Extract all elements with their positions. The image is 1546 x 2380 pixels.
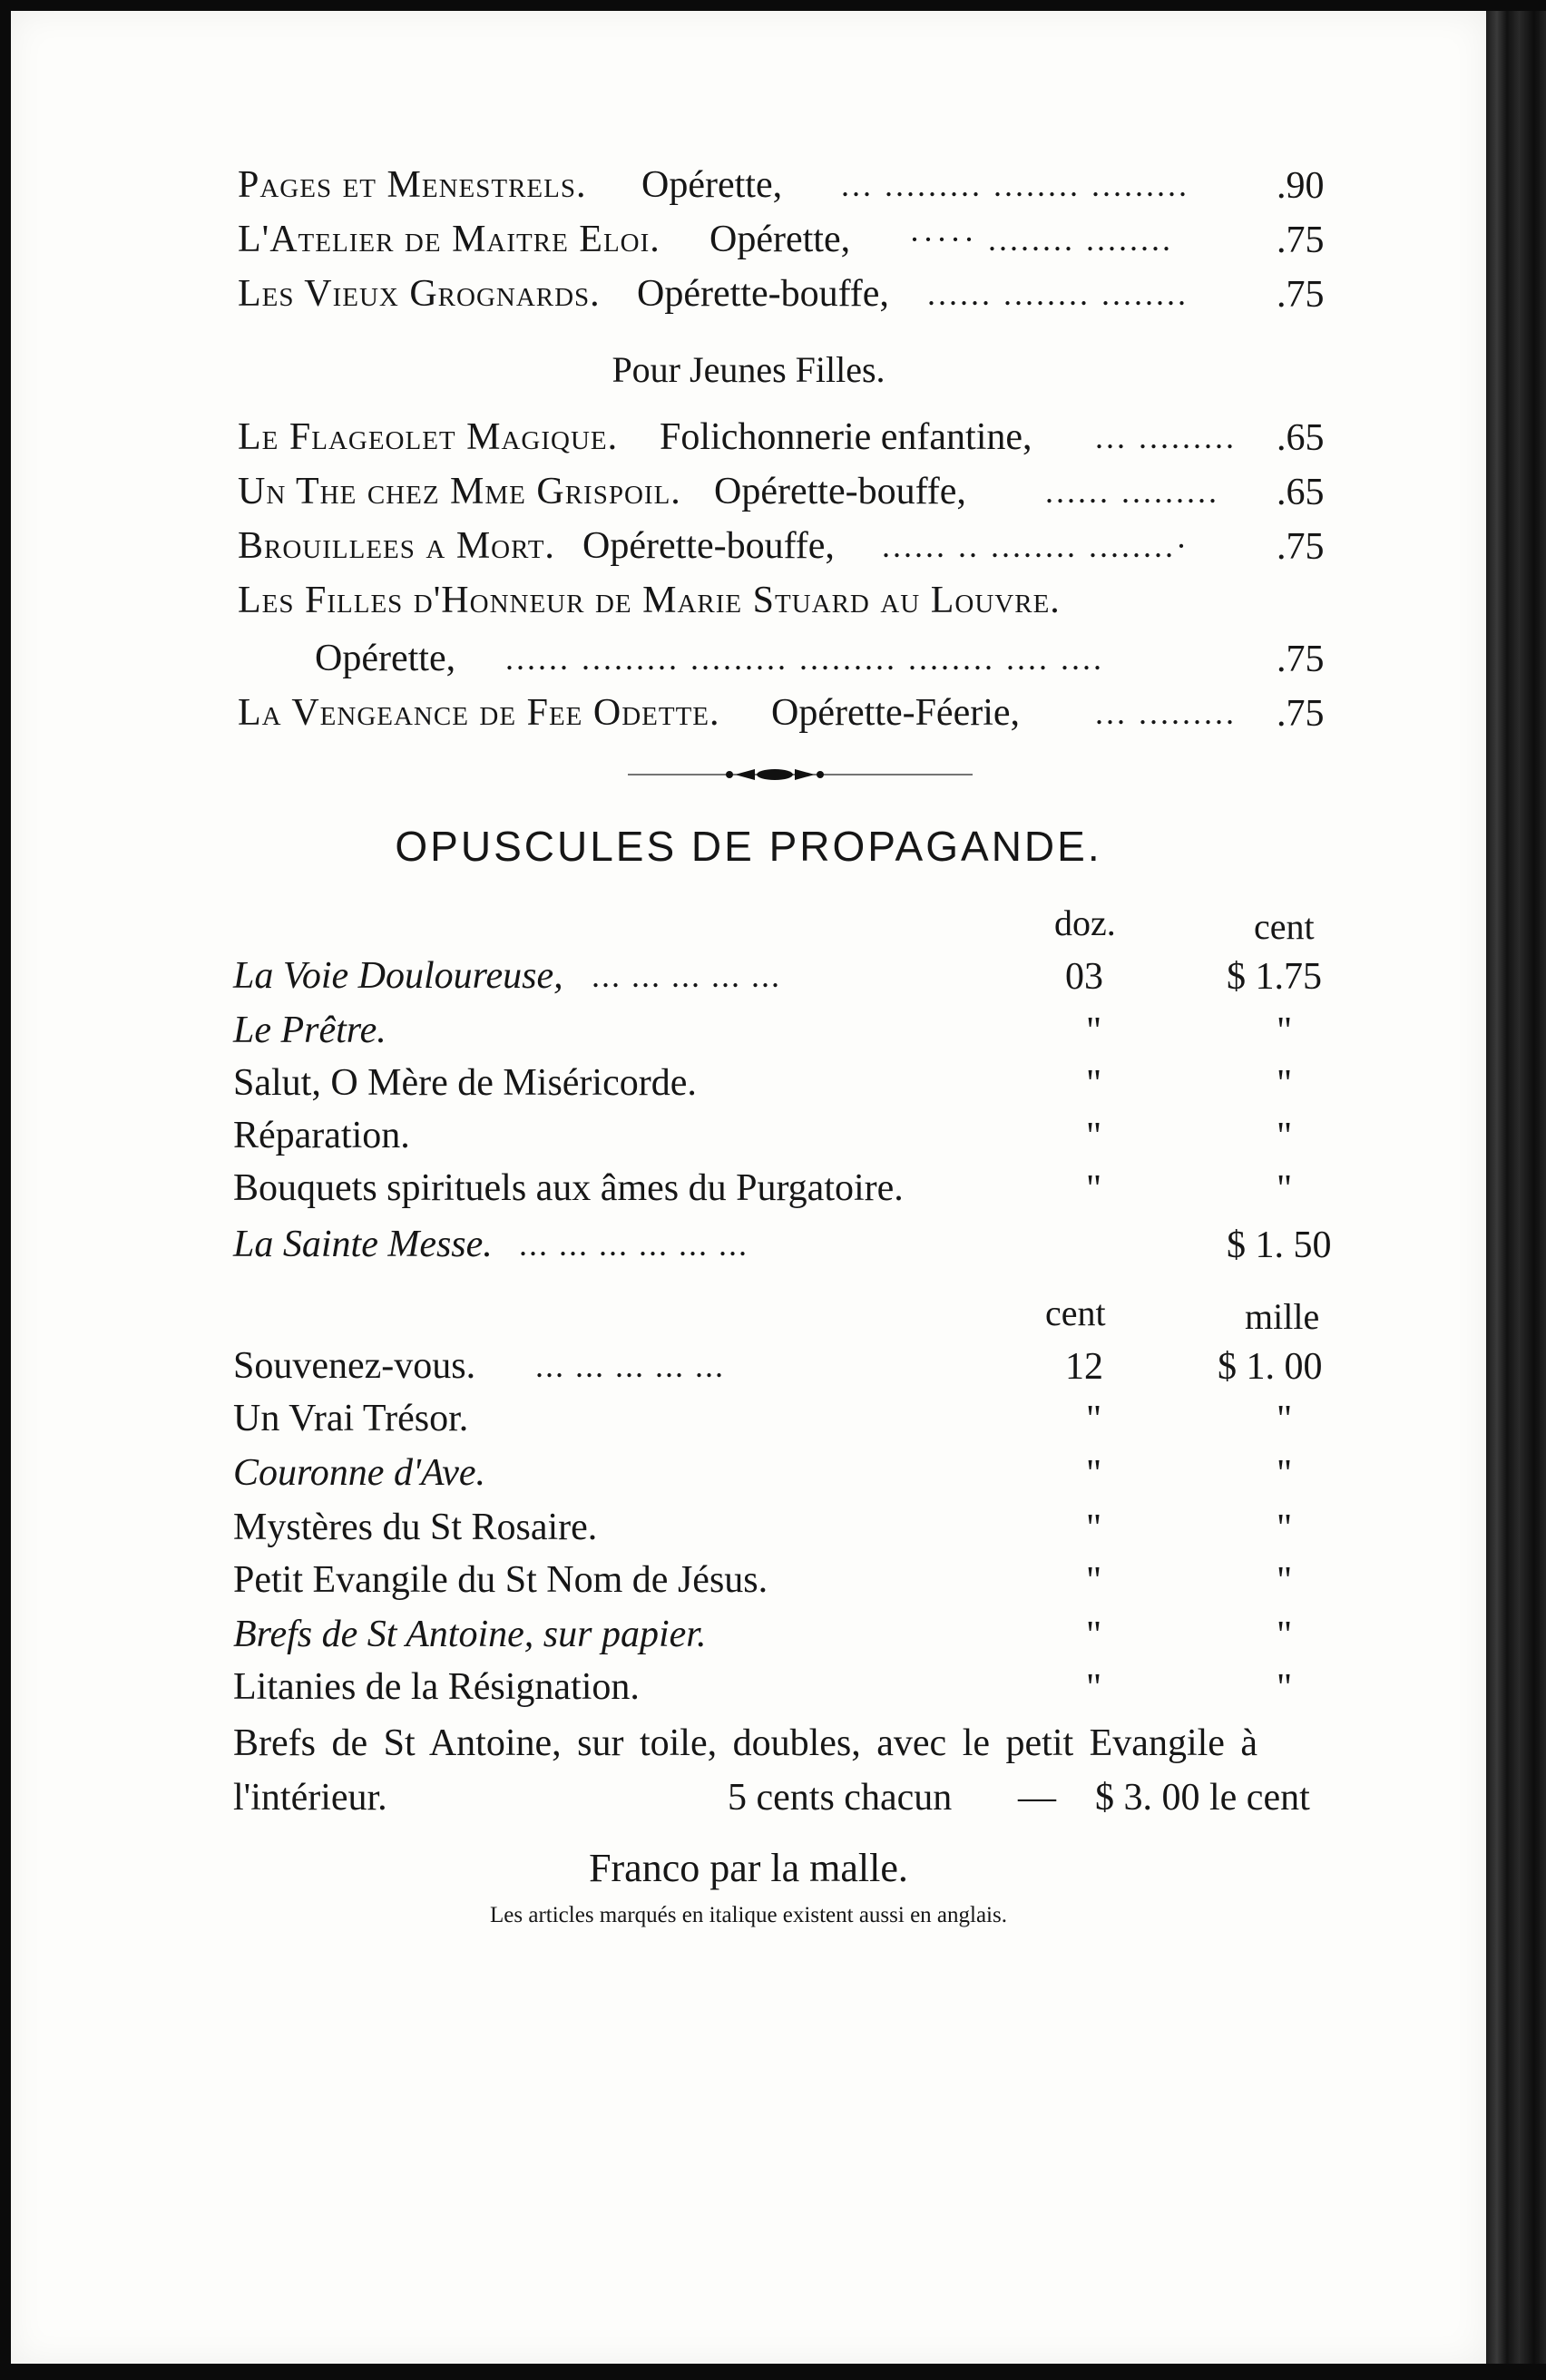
list-item: [11, 573, 1486, 628]
item-title: La Voie Douloureuse,: [233, 955, 563, 997]
item-genre: Opérette,: [315, 638, 456, 679]
table-row: [11, 1161, 1486, 1215]
list-item: [11, 631, 1486, 686]
ditto-mark: ": [1086, 1614, 1102, 1656]
item-genre: Opérette-bouffe,: [637, 273, 889, 315]
dash: —: [1018, 1777, 1056, 1819]
leader-dots: ... ... ... ... ...: [535, 1348, 725, 1384]
item-title: Petit Evangile du St Nom de Jésus.: [233, 1559, 768, 1601]
leader-dots: ... .........: [1095, 695, 1237, 731]
table-row: [11, 1446, 1486, 1500]
item-genre: Opérette,: [641, 164, 783, 206]
qty-value: 03: [1065, 956, 1103, 998]
leader-dots: ····· ........ ........: [909, 221, 1173, 258]
brefs-text: l'intérieur.: [233, 1777, 387, 1819]
item-title: Litanies de la Résignation.: [233, 1666, 640, 1708]
ditto-mark: ": [1086, 1453, 1102, 1495]
table-row: [11, 1056, 1486, 1110]
table-row: [11, 949, 1486, 1003]
item-genre: Opérette-bouffe,: [714, 471, 966, 512]
section-heading-propagande: OPUSCULES DE PROPAGANDE.: [395, 823, 1102, 870]
ditto-mark: ": [1086, 1168, 1102, 1210]
ditto-mark: ": [1086, 1116, 1102, 1157]
list-item: [11, 267, 1486, 321]
ditto-mark: ": [1277, 1399, 1293, 1440]
leader-dots: ... ... ... ... ...: [592, 958, 781, 994]
leader-dots: ... ... ... ... ... ...: [519, 1226, 749, 1263]
column-header-doz: doz.: [1054, 902, 1116, 943]
item-title: Couronne d'Ave.: [233, 1452, 486, 1494]
item-title: Un The chez Mme Grispoil.: [238, 471, 681, 512]
list-item: [11, 519, 1486, 573]
item-price: .75: [1277, 639, 1325, 680]
qty-value: 12: [1065, 1346, 1103, 1388]
item-genre: Folichonnerie enfantine,: [660, 416, 1032, 458]
item-title: Les Vieux Grognards.: [238, 273, 601, 315]
ditto-mark: ": [1086, 1667, 1102, 1709]
table-row: [11, 1003, 1486, 1058]
item-title: L'Atelier de Maitre Eloi.: [238, 219, 660, 260]
ditto-mark: ": [1277, 1453, 1293, 1495]
table-row: [11, 1500, 1486, 1555]
column-header-cent: cent: [1045, 1292, 1106, 1333]
item-price: .75: [1277, 526, 1325, 568]
table-row: [11, 1339, 1486, 1393]
leader-dots: ... .........: [1095, 419, 1237, 455]
ditto-mark: ": [1277, 1507, 1293, 1549]
ditto-mark: ": [1277, 1560, 1293, 1602]
book-page: [11, 11, 1486, 2364]
brefs-paragraph-line: [11, 1716, 1486, 1770]
item-genre: Opérette-Féerie,: [771, 692, 1021, 734]
item-price: .65: [1277, 417, 1325, 459]
item-title: Réparation.: [233, 1115, 410, 1156]
item-title: Pages et Menestrels.: [238, 164, 587, 206]
ditto-mark: ": [1086, 1010, 1102, 1052]
list-item: [11, 686, 1486, 740]
item-genre: Opérette-bouffe,: [582, 525, 835, 567]
ditto-mark: ": [1086, 1507, 1102, 1549]
item-title: Les Filles d'Honneur de Marie Stuard au Louvre.: [238, 580, 1061, 621]
leader-dots: ...... .........: [1045, 473, 1219, 510]
leader-dots: ...... ......... ......... ......... ........ .... ....: [505, 640, 1104, 677]
item-title: Le Flageolet Magique.: [238, 416, 619, 458]
ornamental-divider: [628, 766, 973, 784]
ditto-mark: ": [1086, 1399, 1102, 1440]
column-header-mille: mille: [1245, 1296, 1320, 1337]
item-title: Bouquets spirituels aux âmes du Purgatoire.: [233, 1167, 904, 1209]
item-title: Brouillees a Mort.: [238, 525, 555, 567]
list-item: [11, 158, 1486, 212]
table-row: [11, 1217, 1486, 1272]
ditto-mark: ": [1277, 1667, 1293, 1709]
leader-dots: ... ......... ........ .........: [841, 167, 1189, 203]
ditto-mark: ": [1277, 1063, 1293, 1105]
item-title: Souvenez-vous.: [233, 1345, 476, 1387]
item-genre: Opérette,: [709, 219, 851, 260]
table-row: [11, 1108, 1486, 1163]
book-spine-edge: [1486, 11, 1546, 2364]
section-heading-jeunes-filles: Pour Jeunes Filles.: [612, 349, 886, 390]
franco-note: Franco par la malle.: [589, 1846, 908, 1890]
item-title: Un Vrai Trésor.: [233, 1398, 469, 1439]
item-title: Le Prêtre.: [233, 1010, 386, 1051]
item-title: Brefs de St Antoine, sur papier.: [233, 1614, 707, 1655]
item-title: Salut, O Mère de Miséricorde.: [233, 1062, 697, 1104]
item-price: .75: [1277, 274, 1325, 316]
column-header-cent: cent: [1254, 906, 1315, 947]
item-price: .90: [1277, 165, 1325, 207]
ditto-mark: ": [1277, 1116, 1293, 1157]
price-value: $ 1. 00: [1218, 1346, 1323, 1388]
item-price: .75: [1277, 693, 1325, 735]
brefs-price-each: 5 cents chacun: [728, 1777, 953, 1819]
ditto-mark: ": [1277, 1010, 1293, 1052]
price-value: $ 1.75: [1227, 956, 1322, 998]
table-row: [11, 1660, 1486, 1714]
item-title: La Sainte Messe.: [233, 1224, 493, 1265]
ditto-mark: ": [1086, 1560, 1102, 1602]
ditto-mark: ": [1277, 1168, 1293, 1210]
item-title: La Vengeance de Fee Odette.: [238, 692, 720, 734]
item-price: .65: [1277, 472, 1325, 513]
list-item: [11, 464, 1486, 519]
leader-dots: ...... .. ........ ........·: [882, 528, 1189, 564]
item-price: .75: [1277, 219, 1325, 261]
brefs-paragraph-line: [11, 1770, 1486, 1825]
table-row: [11, 1553, 1486, 1607]
table-row: [11, 1607, 1486, 1662]
ditto-mark: ": [1277, 1614, 1293, 1656]
brefs-text: Brefs de St Antoine, sur toile, doubles, avec le petit Evangile à: [233, 1722, 1258, 1764]
price-value: $ 1. 50: [1227, 1224, 1332, 1266]
table-row: [11, 1391, 1486, 1446]
item-title: Mystères du St Rosaire.: [233, 1507, 598, 1548]
brefs-price-hundred: $ 3. 00 le cent: [1095, 1777, 1310, 1819]
italic-note: Les articles marqués en italique existent aussi en anglais.: [490, 1903, 1007, 1927]
ditto-mark: ": [1086, 1063, 1102, 1105]
list-item: [11, 212, 1486, 267]
leader-dots: ...... ........ ........: [927, 276, 1189, 312]
list-item: [11, 410, 1486, 464]
